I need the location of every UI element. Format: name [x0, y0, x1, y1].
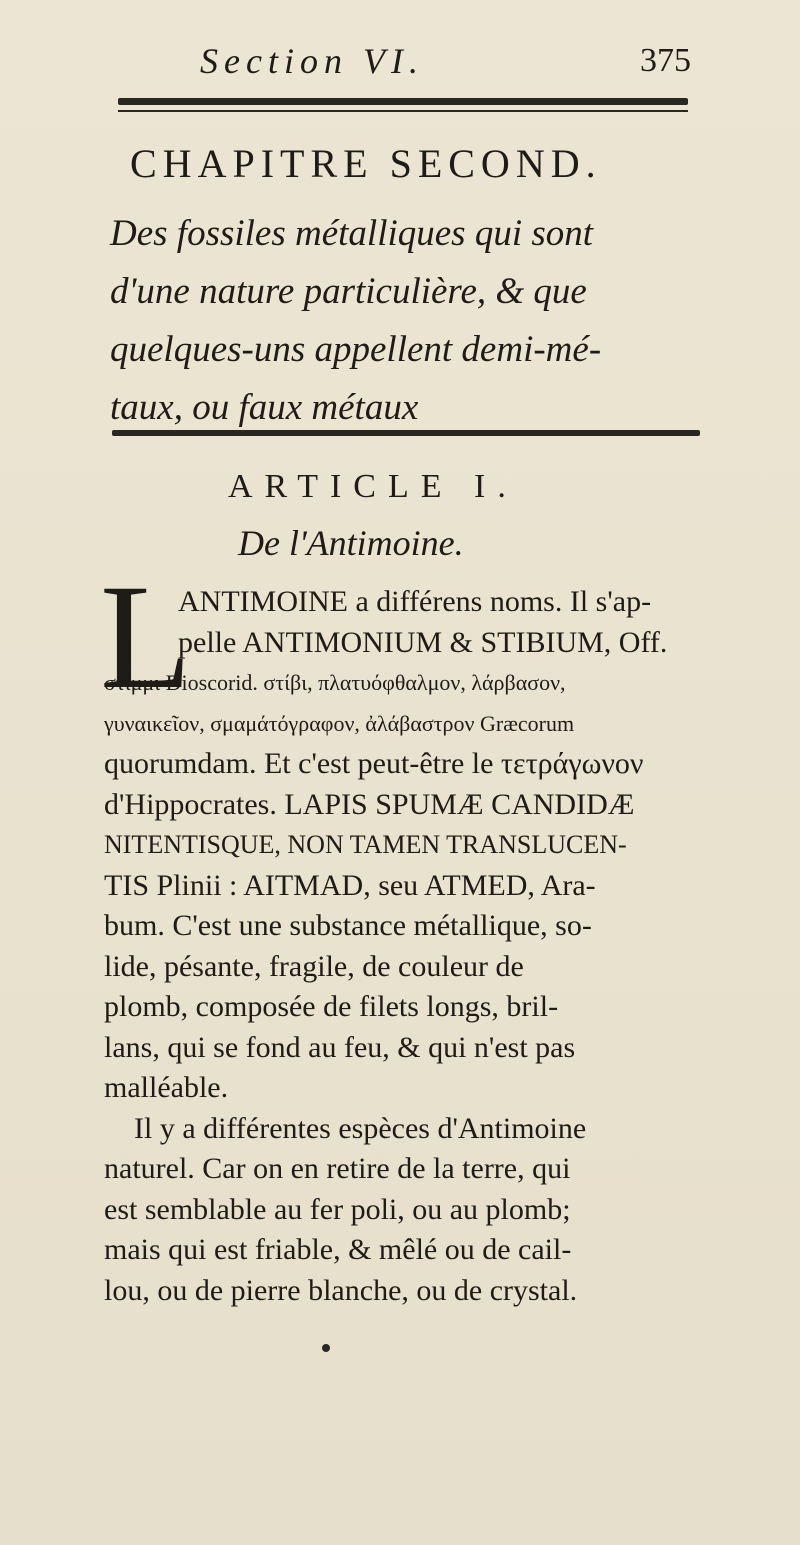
text-line: d'Hippocrates. LAPIS SPUMÆ CANDIDÆ [104, 787, 635, 821]
subtitle-line: d'une nature particulière, & que [110, 271, 587, 312]
text-line: bum. C'est une substance métallique, so- [104, 909, 592, 942]
top-rule [118, 98, 688, 105]
text-line: Il y a différentes espèces d'Antimoine [134, 1111, 587, 1145]
subtitle-line: taux, ou faux métaux [110, 387, 419, 428]
text-line: pelle ANTIMONIUM & STIBIUM, Off. [178, 625, 668, 659]
chapter-subtitle [110, 205, 710, 437]
running-head: Section VI. [200, 41, 424, 81]
text-line: naturel. Car on en retire de la terre, qui [104, 1152, 571, 1185]
text-line: malléable. [104, 1071, 229, 1104]
text-line: TIS Plinii : AITMAD, seu ATMED, Ara- [104, 868, 596, 902]
section-rule [112, 430, 700, 436]
article-heading: ARTICLE I. [228, 468, 518, 505]
text-line: ANTIMOINE a différens noms. Il s'ap- [178, 585, 652, 618]
text-line: est semblable au fer poli, ou au plomb; [104, 1192, 571, 1226]
subtitle-line: quelques-uns appellent demi-mé- [110, 329, 602, 370]
chapter-title: CHAPITRE SECOND. [130, 141, 602, 186]
subtitle-line: Des fossiles métalliques qui sont [110, 213, 594, 254]
text-line: plomb, composée de filets longs, bril- [104, 990, 559, 1023]
text-line: lans, qui se fond au feu, & qui n'est pas [104, 1030, 576, 1064]
page-number: 375 [640, 42, 691, 79]
body-text [104, 582, 794, 1311]
text-line: γυναικεῖον, σμαμάτόγραφον, ἀλάβαστρον Græcorum [104, 710, 575, 736]
text-line: mais qui est friable, & mêlé ou de cail- [104, 1233, 572, 1266]
text-line: quorumdam. Et c'est peut-être le τετράγωνον [104, 747, 644, 780]
text-line: NITENTISQUE, NON TAMEN TRANSLUCEN- [104, 830, 627, 859]
article-subheading: De l'Antimoine. [238, 523, 464, 563]
text-line: στίμμι Dioscorid. στίβι, πλατυόφθαλμον, λάρβασον, [104, 670, 566, 695]
drop-cap: L [100, 554, 192, 720]
text-line: lou, ou de pierre blanche, ou de crystal. [104, 1273, 578, 1307]
ink-dot [322, 1344, 330, 1352]
top-rule-thin [118, 110, 688, 112]
text-line: lide, pésante, fragile, de couleur de [104, 949, 524, 983]
